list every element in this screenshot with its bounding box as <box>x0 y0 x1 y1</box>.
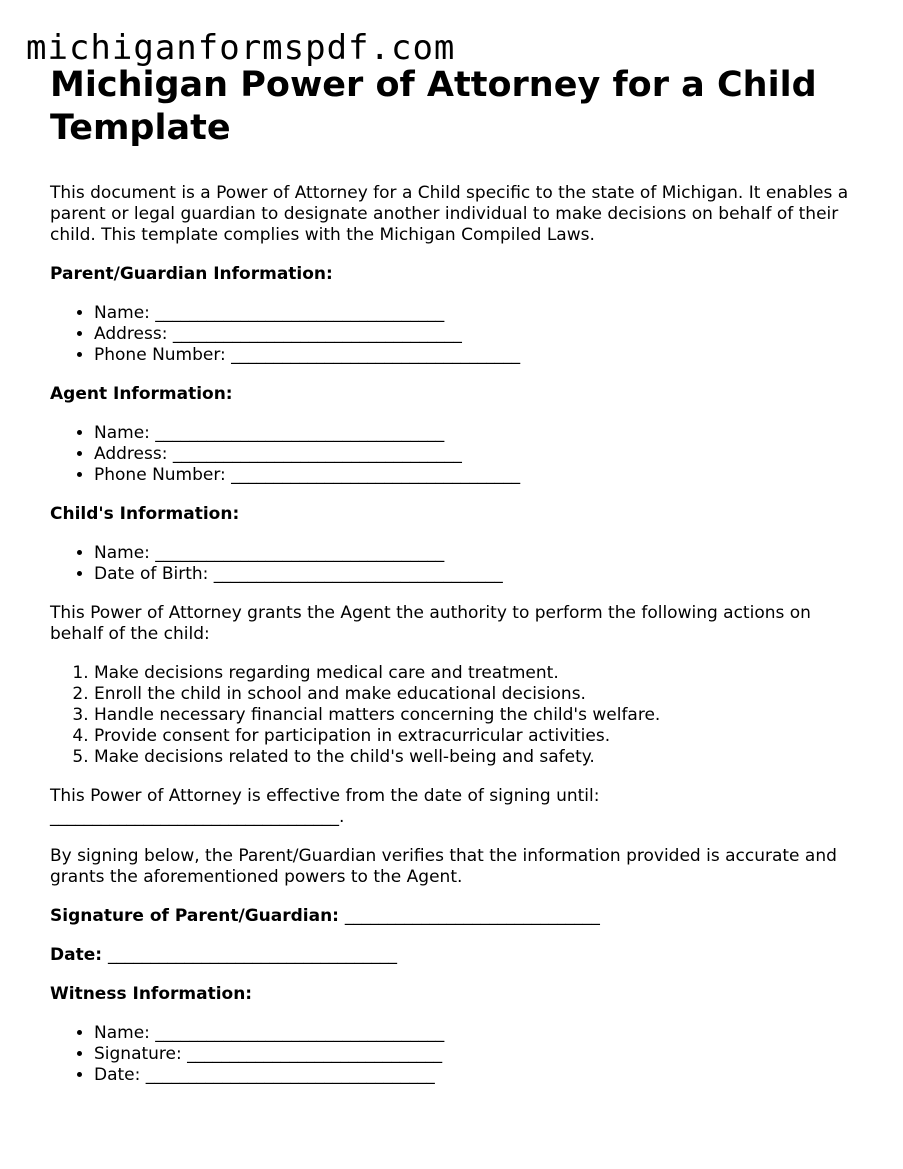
agent-address-field: • Address: __________________________________ <box>94 444 850 465</box>
agent-phone-field: • Phone Number: __________________________________ <box>94 465 850 486</box>
witness-date-field: • Date: __________________________________ <box>94 1065 850 1086</box>
effective-paragraph: This Power of Attorney is effective from the date of signing until: __________________________________. <box>50 786 600 827</box>
date-label: Date: <box>50 945 103 965</box>
agent-info-list <box>50 423 850 486</box>
witness-name-field: • Name: __________________________________ <box>94 1023 850 1044</box>
date-line <box>50 945 850 966</box>
agent-section-heading: Agent Information: <box>50 384 233 404</box>
action-item: 2. Enroll the child in school and make educational decisions. <box>94 684 850 705</box>
signature-blank: ______________________________ <box>344 906 600 926</box>
intro-paragraph: This document is a Power of Attorney for a Child specific to the state of Michigan. It enables a parent or legal guardian to designate another individual to make decisions on behalf of their child. This template complies with the Michigan Compiled Laws. <box>50 183 849 245</box>
site-watermark: michiganformspdf.com <box>26 28 456 68</box>
grants-paragraph: This Power of Attorney grants the Agent the authority to perform the following actions on behalf of the child: <box>50 603 811 644</box>
signature-line <box>50 906 850 927</box>
child-section-heading: Child's Information: <box>50 504 240 524</box>
child-info-list <box>50 543 850 585</box>
witness-section-heading: Witness Information: <box>50 984 253 1004</box>
page-title: Michigan Power of Attorney for a Child Template <box>50 65 817 148</box>
parent-info-list <box>50 303 850 366</box>
action-item: 3. Handle necessary financial matters concerning the child's welfare. <box>94 705 850 726</box>
witness-info-list <box>50 1023 850 1086</box>
parent-phone-field: • Phone Number: __________________________________ <box>94 345 850 366</box>
action-item: 1. Make decisions regarding medical care and treatment. <box>94 663 850 684</box>
document-body <box>50 64 850 1086</box>
parent-address-field: • Address: __________________________________ <box>94 324 850 345</box>
agent-name-field: • Name: __________________________________ <box>94 423 850 444</box>
verify-paragraph: By signing below, the Parent/Guardian verifies that the information provided is accurate and grants the aforementioned powers to the Agent. <box>50 846 837 887</box>
parent-section-heading: Parent/Guardian Information: <box>50 264 333 284</box>
witness-signature-field: • Signature: ______________________________ <box>94 1044 850 1065</box>
signature-label: Signature of Parent/Guardian: <box>50 906 339 926</box>
actions-list <box>50 663 850 768</box>
child-dob-field: • Date of Birth: __________________________________ <box>94 564 850 585</box>
date-blank: __________________________________ <box>107 945 397 965</box>
action-item: 4. Provide consent for participation in extracurricular activities. <box>94 726 850 747</box>
child-name-field: • Name: __________________________________ <box>94 543 850 564</box>
parent-name-field: • Name: __________________________________ <box>94 303 850 324</box>
action-item: 5. Make decisions related to the child's well-being and safety. <box>94 747 850 768</box>
